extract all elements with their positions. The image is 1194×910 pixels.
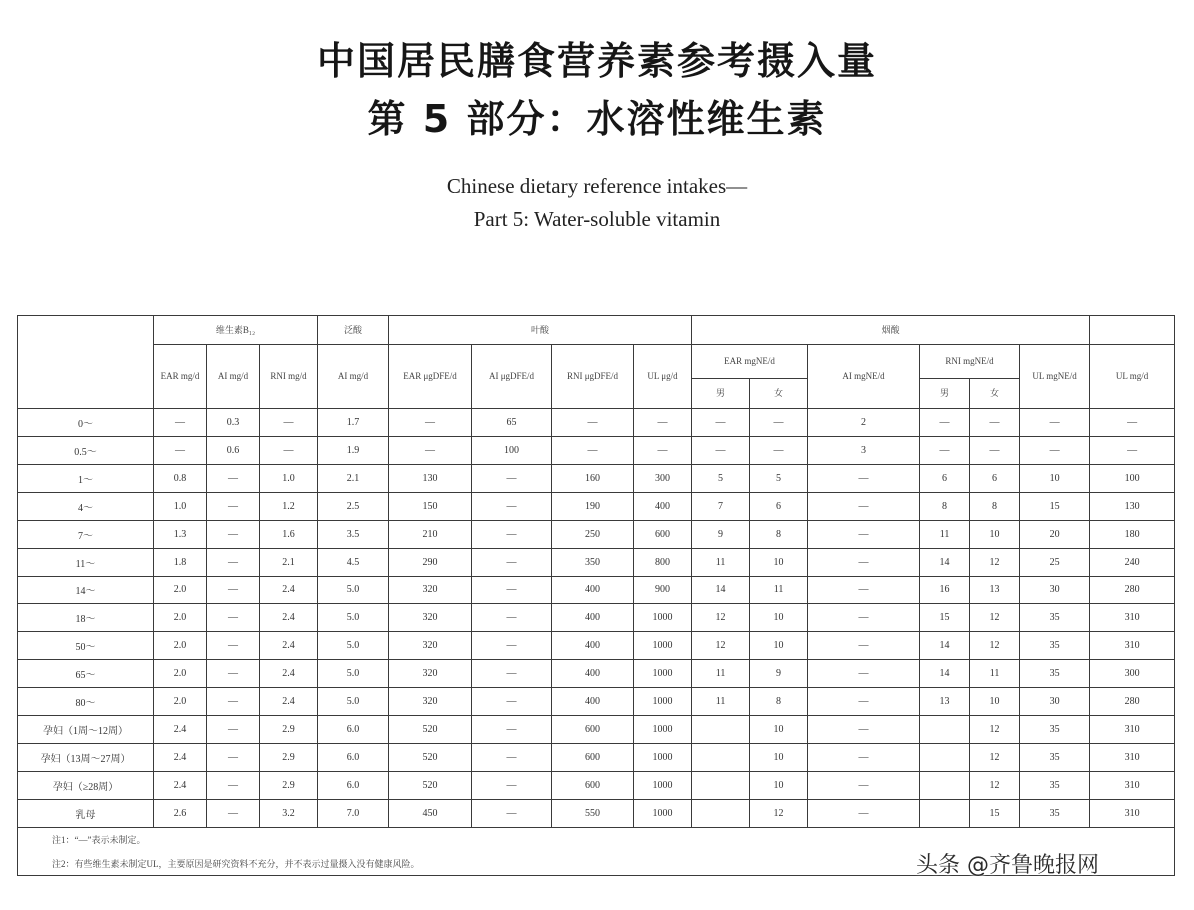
value-cell (692, 716, 750, 744)
value-cell: 520 (389, 716, 472, 744)
value-cell: — (472, 799, 552, 827)
value-cell: 1000 (634, 632, 692, 660)
value-cell: — (207, 632, 260, 660)
value-cell: 12 (970, 744, 1020, 772)
age-cell: 0.5～ (18, 436, 154, 464)
value-cell: 2.0 (154, 576, 207, 604)
value-cell: 10 (970, 688, 1020, 716)
value-cell: 6.0 (318, 716, 389, 744)
value-cell: — (634, 409, 692, 437)
value-cell: 10 (970, 520, 1020, 548)
value-cell: 20 (1020, 520, 1090, 548)
value-cell: 2.6 (154, 799, 207, 827)
value-cell: — (1020, 436, 1090, 464)
value-cell: — (808, 604, 920, 632)
value-cell: 2.4 (260, 660, 318, 688)
value-cell: 15 (970, 799, 1020, 827)
value-cell: 450 (389, 799, 472, 827)
value-cell: 7 (692, 492, 750, 520)
value-cell: 11 (692, 660, 750, 688)
value-cell: 30 (1020, 576, 1090, 604)
value-cell: 1.3 (154, 520, 207, 548)
value-cell: — (692, 436, 750, 464)
value-cell: — (750, 436, 808, 464)
value-cell: 35 (1020, 632, 1090, 660)
value-cell: 35 (1020, 771, 1090, 799)
value-cell: 8 (920, 492, 970, 520)
value-cell: — (207, 688, 260, 716)
value-cell: — (808, 744, 920, 772)
value-cell: — (389, 409, 472, 437)
value-cell: — (472, 548, 552, 576)
value-cell: 320 (389, 660, 472, 688)
value-cell: — (207, 716, 260, 744)
value-cell: 35 (1020, 716, 1090, 744)
value-cell: 12 (970, 548, 1020, 576)
value-cell: 14 (920, 548, 970, 576)
value-cell: 1000 (634, 660, 692, 688)
value-cell: 10 (750, 604, 808, 632)
value-cell: 12 (750, 799, 808, 827)
value-cell: — (207, 660, 260, 688)
value-cell: 600 (552, 744, 634, 772)
value-cell: 300 (634, 464, 692, 492)
table-row (18, 688, 1175, 716)
value-cell: — (692, 409, 750, 437)
table-row (18, 576, 1175, 604)
value-cell: 2.4 (260, 632, 318, 660)
table-row (18, 436, 1175, 464)
value-cell: 1.0 (260, 464, 318, 492)
value-cell: 320 (389, 688, 472, 716)
value-cell: 2.0 (154, 632, 207, 660)
value-cell: 12 (970, 632, 1020, 660)
value-cell: 2.1 (318, 464, 389, 492)
value-cell: — (808, 660, 920, 688)
value-cell: 9 (750, 660, 808, 688)
age-cell: 1～ (18, 464, 154, 492)
value-cell: 7.0 (318, 799, 389, 827)
value-cell: 280 (1090, 576, 1175, 604)
value-cell: — (750, 409, 808, 437)
value-cell: 11 (750, 576, 808, 604)
value-cell: 1.6 (260, 520, 318, 548)
value-cell: 35 (1020, 604, 1090, 632)
value-cell: 5.0 (318, 688, 389, 716)
value-cell: 35 (1020, 799, 1090, 827)
table-row (18, 744, 1175, 772)
value-cell: 8 (750, 688, 808, 716)
value-cell: 2.4 (154, 771, 207, 799)
age-cell: 乳母 (18, 799, 154, 827)
col-b12-ear: EAR mg/d (154, 345, 207, 409)
group-header-folate: 叶酸 (389, 316, 692, 345)
table-row (18, 716, 1175, 744)
value-cell: 15 (1020, 492, 1090, 520)
value-cell: — (207, 520, 260, 548)
value-cell: 3.2 (260, 799, 318, 827)
value-cell: 10 (750, 716, 808, 744)
value-cell: — (472, 660, 552, 688)
value-cell: 2.5 (318, 492, 389, 520)
value-cell: 600 (552, 771, 634, 799)
value-cell: — (207, 771, 260, 799)
value-cell: — (207, 799, 260, 827)
value-cell: 310 (1090, 744, 1175, 772)
col-pantothenic-ai: AI mg/d (318, 345, 389, 409)
value-cell: 1000 (634, 716, 692, 744)
value-cell: 320 (389, 576, 472, 604)
table-row (18, 409, 1175, 437)
value-cell: — (552, 409, 634, 437)
age-cell: 11～ (18, 548, 154, 576)
value-cell: 5.0 (318, 604, 389, 632)
value-cell: 400 (552, 660, 634, 688)
value-cell: 13 (970, 576, 1020, 604)
value-cell: — (920, 409, 970, 437)
value-cell: 280 (1090, 688, 1175, 716)
value-cell: 400 (634, 492, 692, 520)
value-cell: 1000 (634, 771, 692, 799)
value-cell: 240 (1090, 548, 1175, 576)
col-folate-ai: AI μgDFE/d (472, 345, 552, 409)
value-cell: — (808, 464, 920, 492)
value-cell: 2.9 (260, 771, 318, 799)
value-cell: 1.2 (260, 492, 318, 520)
value-cell: 130 (1090, 492, 1175, 520)
value-cell: — (808, 492, 920, 520)
table-row (18, 632, 1175, 660)
value-cell: — (634, 436, 692, 464)
table-row (18, 492, 1175, 520)
age-cell: 7～ (18, 520, 154, 548)
value-cell: — (552, 436, 634, 464)
table-body (18, 409, 1175, 828)
value-cell: 100 (472, 436, 552, 464)
value-cell: — (260, 409, 318, 437)
value-cell (692, 744, 750, 772)
value-cell: — (970, 409, 1020, 437)
value-cell: — (472, 520, 552, 548)
value-cell (692, 799, 750, 827)
title-english-line2: Part 5: Water-soluble vitamin (473, 207, 721, 231)
value-cell: 2.4 (154, 716, 207, 744)
col-folate-ear: EAR μgDFE/d (389, 345, 472, 409)
value-cell: 5 (750, 464, 808, 492)
value-cell: 25 (1020, 548, 1090, 576)
value-cell: 600 (552, 716, 634, 744)
value-cell: 6.0 (318, 771, 389, 799)
table-note-1: 注1：“—”表示未制定。 (18, 828, 1175, 852)
age-cell: 18～ (18, 604, 154, 632)
value-cell: 190 (552, 492, 634, 520)
table-row (18, 660, 1175, 688)
value-cell: 8 (970, 492, 1020, 520)
age-header (18, 316, 154, 409)
value-cell: 310 (1090, 799, 1175, 827)
value-cell: 13 (920, 688, 970, 716)
value-cell: — (472, 464, 552, 492)
value-cell: 400 (552, 688, 634, 716)
value-cell: 150 (389, 492, 472, 520)
title-chinese-line1: 中国居民膳食营养素参考摄入量 (316, 39, 877, 83)
value-cell: — (808, 799, 920, 827)
value-cell: 5.0 (318, 576, 389, 604)
col-niacin-ear-female: 女 (750, 379, 808, 409)
value-cell: — (207, 464, 260, 492)
value-cell: 160 (552, 464, 634, 492)
value-cell: 130 (389, 464, 472, 492)
value-cell: 800 (634, 548, 692, 576)
age-cell: 孕妇（1周～12周） (18, 716, 154, 744)
value-cell: 1.8 (154, 548, 207, 576)
table-row (18, 604, 1175, 632)
value-cell: 550 (552, 799, 634, 827)
group-header-last (1090, 316, 1175, 345)
value-cell: 11 (692, 548, 750, 576)
col-niacin-rni-male: 男 (920, 379, 970, 409)
group-header-niacin: 烟酸 (692, 316, 1090, 345)
value-cell: 900 (634, 576, 692, 604)
value-cell: 6 (750, 492, 808, 520)
title-chinese-line2: 第 5 部分：水溶性维生素 (367, 97, 827, 141)
value-cell: — (154, 436, 207, 464)
col-folate-rni: RNI μgDFE/d (552, 345, 634, 409)
value-cell: 320 (389, 604, 472, 632)
value-cell: 2.4 (260, 576, 318, 604)
value-cell: 3 (808, 436, 920, 464)
value-cell: 520 (389, 771, 472, 799)
value-cell: — (808, 771, 920, 799)
value-cell (920, 716, 970, 744)
value-cell: — (207, 744, 260, 772)
value-cell: — (1090, 409, 1175, 437)
value-cell: 0.6 (207, 436, 260, 464)
watermark: 头条 @齐鲁晚报网 (916, 853, 1099, 878)
value-cell: — (472, 744, 552, 772)
value-cell: — (808, 632, 920, 660)
value-cell: 1.0 (154, 492, 207, 520)
value-cell: — (207, 492, 260, 520)
table-row (18, 548, 1175, 576)
value-cell: 210 (389, 520, 472, 548)
value-cell: — (472, 604, 552, 632)
value-cell: 2.9 (260, 744, 318, 772)
value-cell: 400 (552, 576, 634, 604)
age-cell: 65～ (18, 660, 154, 688)
value-cell: 10 (750, 632, 808, 660)
value-cell: 2.4 (260, 604, 318, 632)
age-cell: 14～ (18, 576, 154, 604)
value-cell: 100 (1090, 464, 1175, 492)
value-cell: — (808, 520, 920, 548)
value-cell: 12 (970, 716, 1020, 744)
value-cell: 2.4 (154, 744, 207, 772)
value-cell: 180 (1090, 520, 1175, 548)
value-cell (920, 744, 970, 772)
value-cell: 310 (1090, 632, 1175, 660)
value-cell: — (808, 688, 920, 716)
age-cell: 50～ (18, 632, 154, 660)
value-cell: 2.9 (260, 716, 318, 744)
value-cell: 12 (970, 771, 1020, 799)
value-cell: 310 (1090, 771, 1175, 799)
table-row (18, 799, 1175, 827)
vitamin-reference-table (17, 315, 1175, 876)
value-cell: — (920, 436, 970, 464)
value-cell: 250 (552, 520, 634, 548)
value-cell: 6 (970, 464, 1020, 492)
group-header-b12: 维生素B₁₂ (154, 316, 318, 345)
value-cell: 310 (1090, 716, 1175, 744)
value-cell (920, 771, 970, 799)
col-b12-rni: RNI mg/d (260, 345, 318, 409)
group-header-pantothenic: 泛酸 (318, 316, 389, 345)
value-cell: 65 (472, 409, 552, 437)
value-cell: 2.1 (260, 548, 318, 576)
col-folate-ul: UL μg/d (634, 345, 692, 409)
value-cell: 15 (920, 604, 970, 632)
col-niacin-rni-female: 女 (970, 379, 1020, 409)
value-cell: 12 (970, 604, 1020, 632)
value-cell: 10 (750, 744, 808, 772)
value-cell: — (1090, 436, 1175, 464)
value-cell: — (808, 576, 920, 604)
table-row (18, 464, 1175, 492)
title-english-line1: Chinese dietary reference intakes— (446, 174, 748, 198)
value-cell: 6.0 (318, 744, 389, 772)
value-cell: — (260, 436, 318, 464)
value-cell: — (472, 576, 552, 604)
value-cell: 10 (750, 771, 808, 799)
value-cell: 14 (692, 576, 750, 604)
value-cell: 520 (389, 744, 472, 772)
value-cell: — (207, 604, 260, 632)
value-cell: 1.7 (318, 409, 389, 437)
value-cell (920, 799, 970, 827)
col-niacin-ear-male: 男 (692, 379, 750, 409)
value-cell: — (207, 576, 260, 604)
value-cell: — (207, 548, 260, 576)
value-cell: 16 (920, 576, 970, 604)
value-cell: 2.4 (260, 688, 318, 716)
value-cell: 11 (920, 520, 970, 548)
value-cell: 9 (692, 520, 750, 548)
value-cell: — (472, 688, 552, 716)
value-cell: 2 (808, 409, 920, 437)
value-cell: 600 (634, 520, 692, 548)
value-cell: 12 (692, 604, 750, 632)
col-b12-ai: AI mg/d (207, 345, 260, 409)
age-cell: 80～ (18, 688, 154, 716)
table-note-2: 注2：有些维生素未制定UL，主要原因是研究资料不充分，并不表示过量摄入没有健康风险。 (18, 852, 1175, 876)
value-cell: 350 (552, 548, 634, 576)
value-cell: 5.0 (318, 632, 389, 660)
value-cell: 12 (692, 632, 750, 660)
value-cell: — (808, 548, 920, 576)
value-cell: 30 (1020, 688, 1090, 716)
value-cell: 10 (1020, 464, 1090, 492)
table-row (18, 771, 1175, 799)
value-cell: 1000 (634, 688, 692, 716)
value-cell: 10 (750, 548, 808, 576)
table-row (18, 520, 1175, 548)
value-cell: 5 (692, 464, 750, 492)
col-niacin-ul: UL mgNE/d (1020, 345, 1090, 409)
value-cell: — (154, 409, 207, 437)
value-cell: 35 (1020, 660, 1090, 688)
col-niacin-rni: RNI mgNE/d (920, 345, 1020, 379)
value-cell: 2.0 (154, 660, 207, 688)
col-last-ul: UL mg/d (1090, 345, 1175, 409)
value-cell: 5.0 (318, 660, 389, 688)
value-cell: 4.5 (318, 548, 389, 576)
value-cell: — (389, 436, 472, 464)
value-cell (692, 771, 750, 799)
value-cell: — (970, 436, 1020, 464)
value-cell: — (472, 492, 552, 520)
col-niacin-ear: EAR mgNE/d (692, 345, 808, 379)
value-cell: 6 (920, 464, 970, 492)
value-cell: 1000 (634, 604, 692, 632)
value-cell: — (472, 716, 552, 744)
value-cell: 11 (692, 688, 750, 716)
value-cell: 400 (552, 604, 634, 632)
value-cell: 2.0 (154, 604, 207, 632)
value-cell: 1000 (634, 799, 692, 827)
value-cell: 300 (1090, 660, 1175, 688)
value-cell: — (472, 632, 552, 660)
value-cell: 400 (552, 632, 634, 660)
value-cell: 3.5 (318, 520, 389, 548)
value-cell: — (472, 771, 552, 799)
value-cell: 14 (920, 632, 970, 660)
value-cell: 14 (920, 660, 970, 688)
value-cell: 310 (1090, 604, 1175, 632)
value-cell: — (808, 716, 920, 744)
value-cell: 11 (970, 660, 1020, 688)
col-niacin-ai: AI mgNE/d (808, 345, 920, 409)
value-cell: 290 (389, 548, 472, 576)
value-cell: 2.0 (154, 688, 207, 716)
value-cell: 320 (389, 632, 472, 660)
age-cell: 孕妇（13周～27周） (18, 744, 154, 772)
age-cell: 孕妇（≥28周） (18, 771, 154, 799)
value-cell: 1.9 (318, 436, 389, 464)
value-cell: — (1020, 409, 1090, 437)
age-cell: 4～ (18, 492, 154, 520)
value-cell: 0.3 (207, 409, 260, 437)
value-cell: 8 (750, 520, 808, 548)
value-cell: 0.8 (154, 464, 207, 492)
value-cell: 35 (1020, 744, 1090, 772)
value-cell: 1000 (634, 744, 692, 772)
age-cell: 0～ (18, 409, 154, 437)
